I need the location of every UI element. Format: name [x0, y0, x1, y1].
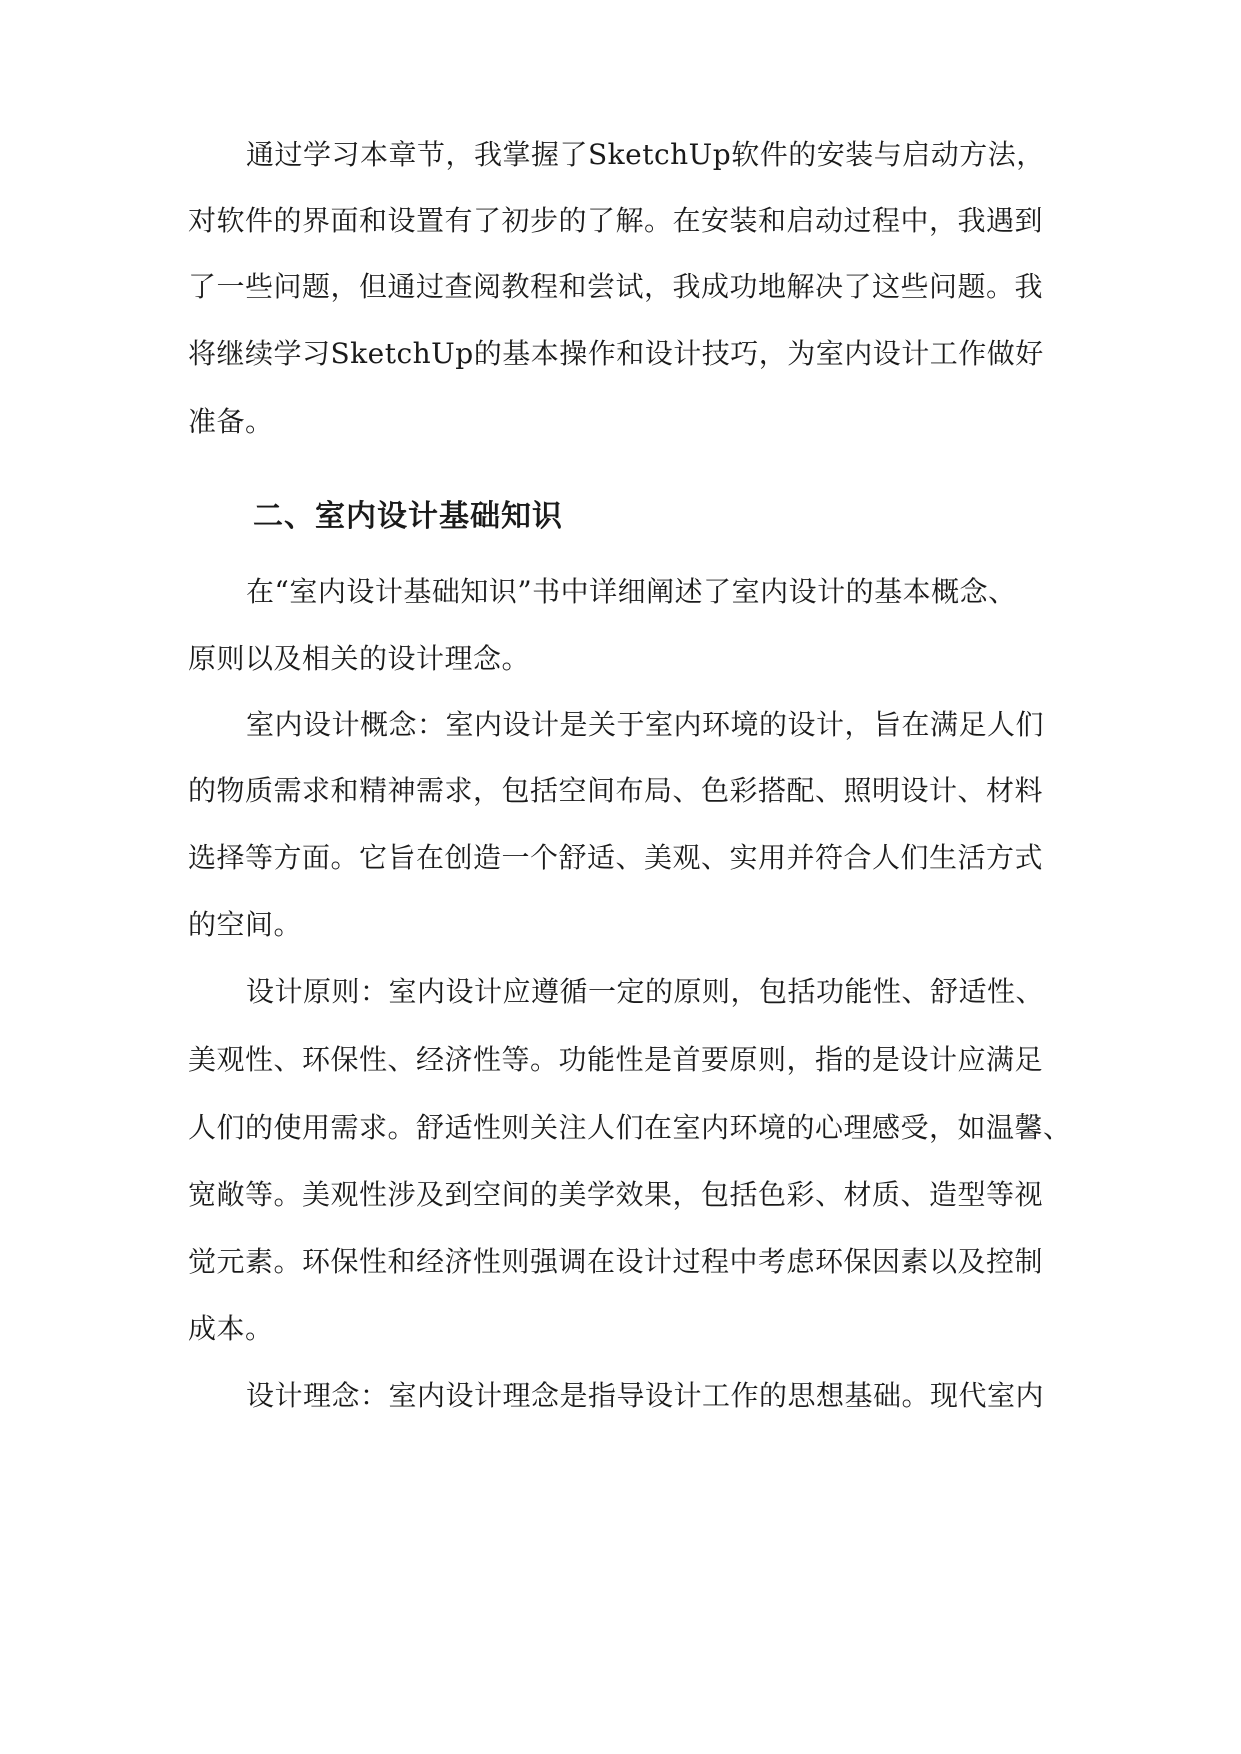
- paragraph-line: 将继续学习SketchUp的基本操作和设计技巧，为室内设计工作做好: [188, 337, 1044, 370]
- paragraph-line: 美观性、环保性、经济性等。功能性是首要原则，指的是设计应满足: [188, 1043, 1044, 1076]
- paragraph-line: 准备。: [188, 405, 274, 438]
- paragraph-line: 宽敞等。美观性涉及到空间的美学效果，包括色彩、材质、造型等视: [188, 1178, 1044, 1211]
- paragraph-line: 的物质需求和精神需求，包括空间布局、色彩搭配、照明设计、材料: [188, 774, 1044, 807]
- paragraph-line: 原则以及相关的设计理念。: [188, 642, 531, 675]
- paragraph-line: 选择等方面。它旨在创造一个舒适、美观、实用并符合人们生活方式: [188, 841, 1044, 874]
- paragraph-line: 室内设计概念：室内设计是关于室内环境的设计，旨在满足人们: [246, 708, 1045, 741]
- paragraph-line: 的空间。: [188, 908, 303, 941]
- section-heading: 二、室内设计基础知识: [253, 499, 563, 534]
- paragraph-line: 人们的使用需求。舒适性则关注人们在室内环境的心理感受，如温馨、: [188, 1111, 1072, 1144]
- paragraph-line: 对软件的界面和设置有了初步的了解。在安装和启动过程中，我遇到: [188, 204, 1044, 237]
- paragraph-line: 通过学习本章节，我掌握了SketchUp软件的安装与启动方法，: [246, 138, 1045, 171]
- paragraph-line: 觉元素。环保性和经济性则强调在设计过程中考虑环保因素以及控制: [188, 1245, 1044, 1278]
- paragraph-line: 成本。: [188, 1312, 274, 1345]
- paragraph-line: 设计理念：室内设计理念是指导设计工作的思想基础。现代室内: [246, 1379, 1045, 1412]
- paragraph-line: 了一些问题，但通过查阅教程和尝试，我成功地解决了这些问题。我: [188, 270, 1044, 303]
- paragraph-line: 在“室内设计基础知识”书中详细阐述了室内设计的基本概念、: [246, 575, 1017, 608]
- paragraph-line: 设计原则：室内设计应遵循一定的原则，包括功能性、舒适性、: [246, 975, 1045, 1008]
